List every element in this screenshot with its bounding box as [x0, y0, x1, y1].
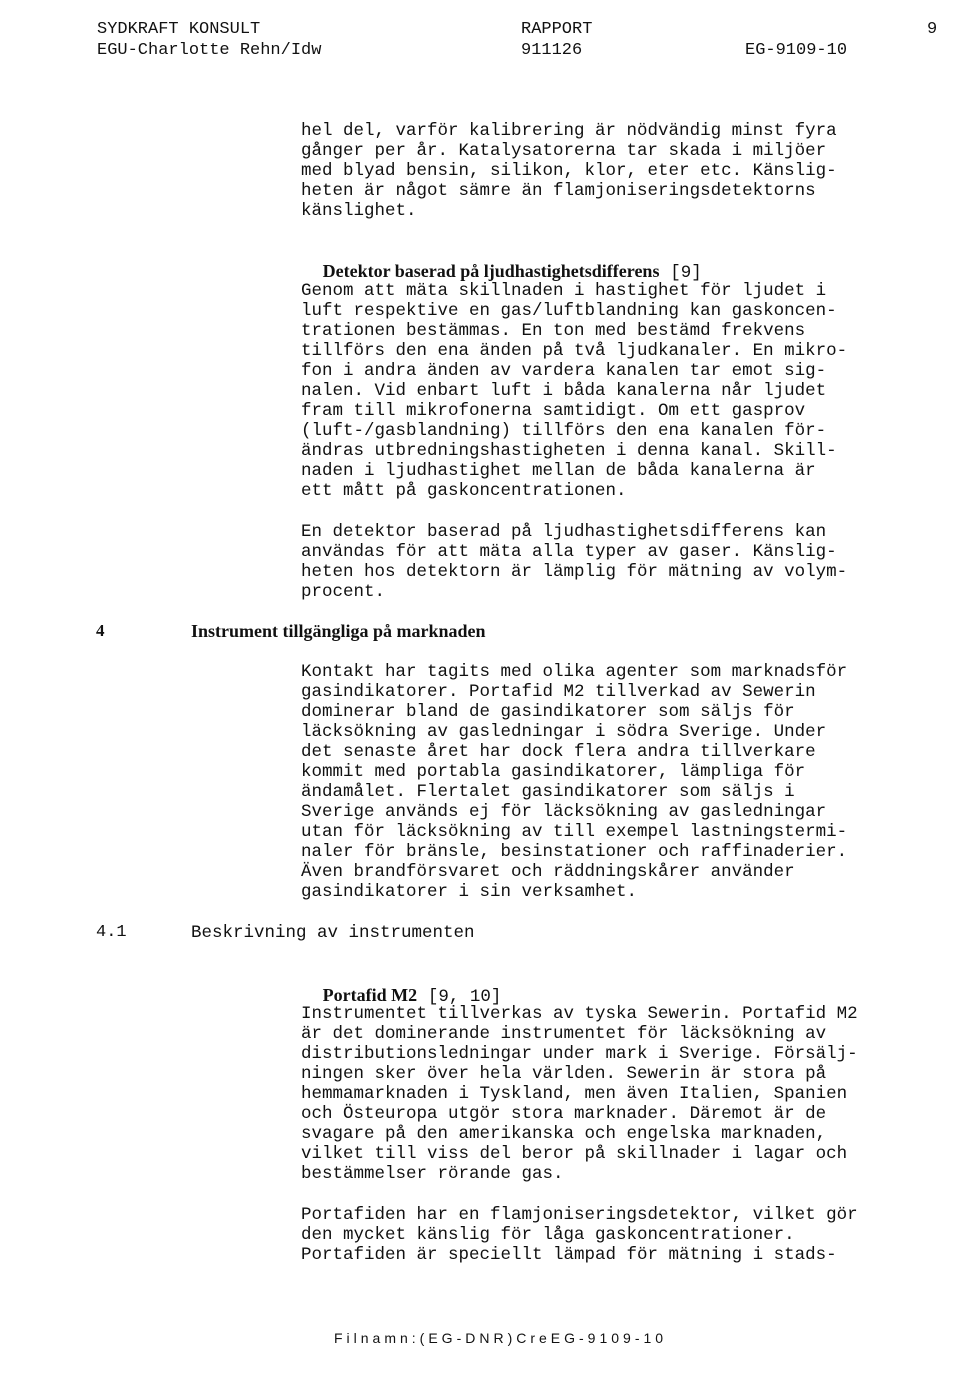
text-line: hel del, varför kalibrering är nödvändig minst fyra — [301, 121, 837, 141]
text-line: fon i andra änden av vardera kanalen tar emot sig- — [301, 361, 827, 381]
text-line: naden i ljudhastighet mellan de båda kanalerna är — [301, 461, 816, 481]
header-author: EGU-Charlotte Rehn/Idw — [97, 41, 322, 60]
text-line: bestämmelser rörande gas. — [301, 1164, 564, 1184]
paragraph-market-overview — [301, 662, 941, 902]
paragraph-portafid-detector — [301, 1205, 941, 1265]
text-line: distributionsledningar under mark i Sverige. Försälj- — [301, 1044, 858, 1064]
text-line: ändamålet. Flertalet gasindikatorer som säljs i — [301, 782, 795, 802]
text-line: ningen sker över hela världen. Sewerin är stora på — [301, 1064, 827, 1084]
text-line: (luft-/gasblandning) tillförs den ena kanalen för- — [301, 421, 827, 441]
text-line: hemmamarknaden i Tyskland, men även Italien, Spanien — [301, 1084, 848, 1104]
text-line: användas för att mäta alla typer av gaser. Känslig- — [301, 542, 837, 562]
text-line: tillförs den ena änden på två ljudkanaler. En mikro- — [301, 341, 848, 361]
text-line: och Östeuropa utgör stora marknader. Däremot är de — [301, 1104, 827, 1124]
paragraph-sound-speed-usage — [301, 522, 941, 602]
text-line: Sverige används ej för läcksökning av gasledningar — [301, 802, 827, 822]
text-line: heten hos detektorn är lämplig för mätning av volym- — [301, 562, 848, 582]
text-line: vilket till viss del beror på skillnader i lagar och — [301, 1144, 848, 1164]
text-line: gasindikatorer i sin verksamhet. — [301, 882, 638, 902]
section-4-1-title: Beskrivning av instrumenten — [191, 923, 475, 943]
section-4-title: Instrument tillgängliga på marknaden — [191, 621, 486, 641]
text-line: luft respektive en gas/luftblandning kan gaskoncen- — [301, 301, 837, 321]
text-line: fram till mikrofonerna samtidigt. Om ett gasprov — [301, 401, 806, 421]
subheading-reference: [9, 10] — [427, 987, 502, 1007]
text-line: med blyad bensin, silikon, klor, eter etc. Känslig- — [301, 161, 837, 181]
subheading-reference: [9] — [670, 263, 702, 283]
section-4-1-number: 4.1 — [96, 923, 127, 942]
section-4-number: 4 — [96, 621, 105, 640]
text-line: trationen bestämmas. En ton med bestämd frekvens — [301, 321, 806, 341]
text-line: dominerar bland de gasindikatorer som säljs för — [301, 702, 795, 722]
subheading-portafid-m2 — [301, 962, 501, 1008]
text-line: Kontakt har tagits med olika agenter som marknadsför — [301, 662, 848, 682]
text-line: Instrumentet tillverkas av tyska Sewerin. Portafid M2 — [301, 1004, 858, 1024]
text-line: den mycket känslig för låga gaskoncentrationer. — [301, 1225, 795, 1245]
paragraph-portafid-manufacturer — [301, 1004, 941, 1184]
text-line: gånger per år. Katalysatorerna tar skada i miljöer — [301, 141, 827, 161]
text-line: utan för läcksökning av till exempel lastningstermi- — [301, 822, 848, 842]
text-line: procent. — [301, 582, 386, 602]
text-line: kommit med portabla gasindikatorer, lämpliga för — [301, 762, 806, 782]
header-date: 911126 — [521, 41, 583, 60]
text-line: gasindikatorer. Portafid M2 tillverkad av Sewerin — [301, 682, 816, 702]
text-line: det senaste året har dock flera andra tillverkare — [301, 742, 816, 762]
paragraph-sound-speed-method — [301, 281, 941, 501]
header-doc-number: EG-9109-10 — [745, 41, 848, 60]
text-line: Portafiden har en flamjoniseringsdetektor, vilket gör — [301, 1205, 858, 1225]
footer-filename: Filnamn:(EG-DNR)CreEG-9109-10 — [334, 1330, 668, 1346]
text-line: Genom att mäta skillnaden i hastighet för ljudet i — [301, 281, 827, 301]
header-doc-type: RAPPORT — [521, 20, 593, 39]
text-line: En detektor baserad på ljudhastighetsdifferens kan — [301, 522, 827, 542]
text-line: naler för bränsle, besinstationer och raffinaderier. — [301, 842, 848, 862]
subheading-sound-speed-detector — [301, 238, 702, 284]
text-line: läcksökning av gasledningar i södra Sverige. Under — [301, 722, 827, 742]
subheading-title: Portafid M2 — [322, 985, 418, 1005]
text-line: heten är något sämre än flamjoniseringsdetektorns — [301, 181, 816, 201]
text-line: Portafiden är speciellt lämpad för mätning i stads- — [301, 1245, 837, 1265]
text-line: känslighet. — [301, 201, 417, 221]
text-line: ändras utbredningshastigheten i denna kanal. Skill- — [301, 441, 837, 461]
text-line: är det dominerande instrumentet för läcksökning av — [301, 1024, 827, 1044]
paragraph-catalytic-continuation — [301, 121, 941, 221]
text-line: svagare på den amerikanska och engelska marknaden, — [301, 1124, 827, 1144]
header-page-number: 9 — [927, 20, 938, 39]
header-company: SYDKRAFT KONSULT — [97, 20, 261, 39]
subheading-title: Detektor baserad på ljudhastighetsdifferens — [322, 261, 660, 281]
text-line: Även brandförsvaret och räddningskårer använder — [301, 862, 795, 882]
text-line: ett mått på gaskoncentrationen. — [301, 481, 627, 501]
text-line: nalen. Vid enbart luft i båda kanalerna når ljudet — [301, 381, 827, 401]
